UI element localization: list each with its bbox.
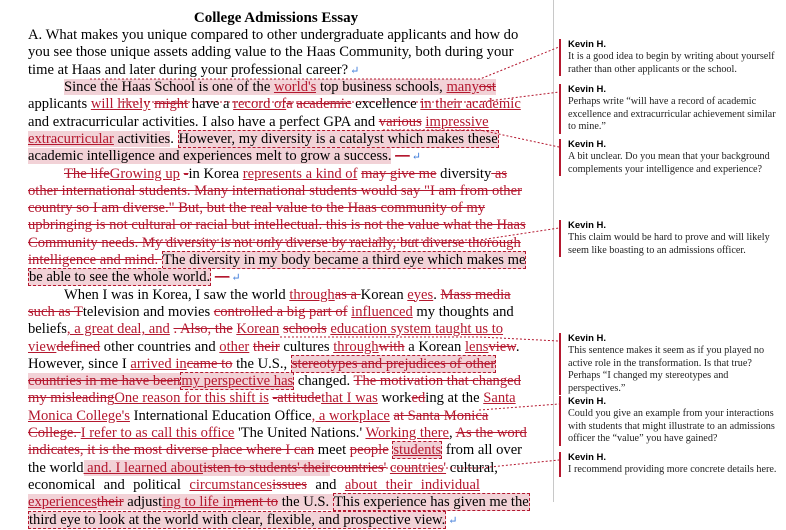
tracked-insertion: world's [273, 79, 317, 95]
body-text: cultures [279, 338, 334, 355]
tracked-insertion: will likely [90, 96, 151, 113]
tracked-deletion: stereotypes and prejudices of other [291, 355, 496, 372]
tracked-deletion: as [491, 165, 508, 182]
body-line[interactable] [28, 130, 498, 148]
tracked-deletion: College. [28, 425, 81, 441]
body-text: International Education Office [129, 407, 312, 424]
tracked-deletion: ment to [233, 494, 279, 511]
question-text: you see those unique assets adding value to the Haas Community, both during your [28, 44, 514, 61]
tracked-deletion: — [214, 269, 230, 286]
tracked-insertion: and. I learned about [83, 459, 204, 476]
body-text: economical and political [28, 476, 190, 493]
tracked-deletion: schools [282, 321, 327, 338]
body-line[interactable] [28, 338, 520, 356]
tracked-insertion: eyes [407, 286, 434, 303]
tracked-insertion: I refer to as call this office [80, 425, 235, 441]
tracked-insertion: students [393, 442, 442, 459]
body-text: top business schools, [316, 79, 447, 95]
body-text: ing at the [425, 390, 484, 407]
body-text: academic intelligence and experiences melt to grow a success. [28, 148, 392, 165]
body-line[interactable] [28, 252, 526, 269]
body-line[interactable] [28, 355, 496, 373]
tracked-deletion: country so I am diverse." But, but the real value to the Haas community of my [28, 200, 486, 217]
body-line[interactable] [28, 165, 508, 183]
tracked-insertion: many [446, 79, 479, 95]
tracked-insertion: Santa [483, 390, 516, 407]
tracked-deletion: view [488, 338, 516, 355]
body-text: the U.S. [278, 494, 333, 511]
comment-bubble[interactable] [559, 333, 781, 395]
body-line[interactable] [28, 234, 521, 252]
body-line[interactable] [28, 407, 489, 425]
body-text: beliefs [28, 321, 67, 338]
question-line [28, 27, 518, 44]
tracked-deletion: such as T [28, 303, 83, 320]
body-text: from all over [442, 442, 523, 459]
body-line[interactable] [28, 79, 496, 96]
body-line[interactable] [28, 442, 523, 459]
tracked-insertion: , a great deal, and [66, 321, 170, 338]
tracked-deletion: academic [296, 96, 352, 113]
tracked-insertion: Growing up [109, 165, 180, 182]
question-line [28, 44, 513, 61]
comment-text: It is a good idea to begin by writing about yourself rather than other applicants or the school. [568, 51, 775, 75]
body-text: When I was in Korea, I saw the world [64, 286, 290, 303]
body-text: have a [188, 96, 234, 113]
comment-bubble[interactable] [559, 139, 781, 176]
comment-text: Perhaps write “will have a record of academic excellence and extracurricular achievement similar to mine.” [568, 96, 776, 132]
tracked-deletion: . Also, the [173, 321, 233, 338]
body-text: , [449, 425, 456, 441]
body-line[interactable] [28, 303, 514, 321]
tracked-deletion: issues [272, 476, 307, 493]
comment-text: This sentence makes it seem as if you played no active role in the transformation. Is that true? Perhaps “I changed my stereotypes and perspectives.” [568, 345, 765, 394]
body-text: other countries and [100, 338, 220, 355]
tracked-insertion: lens [464, 338, 489, 355]
tracked-deletion: came to [186, 355, 233, 372]
tracked-deletion: may give me [361, 165, 437, 182]
return-arrow-icon: ↵ [231, 272, 241, 285]
tracked-deletion: The life [64, 165, 110, 182]
tracked-insertion: influenced [351, 303, 413, 320]
body-text: . [170, 130, 178, 147]
tracked-deletion: at Santa Monica [393, 407, 489, 424]
tracked-deletion: a [286, 96, 293, 113]
body-text: This experience has given me the [333, 494, 529, 511]
body-text: and extracurricular activities. I also have a perfect GPA and [28, 113, 379, 130]
tracked-deletion: intelligence and mind. [28, 252, 162, 268]
comment-bubble[interactable] [559, 452, 781, 477]
body-text: be able to see the whole world. [29, 269, 211, 286]
page-title: College Admissions Essay [193, 10, 359, 26]
body-text: activities [113, 130, 171, 147]
comment-bubble[interactable] [559, 220, 781, 257]
body-line[interactable] [28, 96, 521, 113]
tracked-insertion: through [333, 338, 379, 355]
body-text: meet [314, 442, 350, 459]
tracked-insertion: ing to life in [162, 494, 234, 511]
tracked-insertion: Working there [365, 425, 449, 441]
tracked-deletion: Mass media [440, 286, 511, 303]
body-line[interactable] [28, 148, 421, 166]
comment-author: Kevin H. [568, 139, 607, 150]
tracked-deletion: Community needs. My diversity is not only diverse by racially, but diverse thorough [28, 234, 521, 251]
body-text: excellence [351, 96, 421, 113]
tracked-deletion: isten to students' their [203, 459, 331, 476]
tracked-insertion: impressive [425, 113, 489, 130]
body-text: adjust [123, 494, 163, 511]
body-line[interactable] [28, 425, 527, 442]
tracked-insertion: my perspective has [181, 373, 294, 390]
tracked-insertion: other [219, 338, 250, 355]
body-text: . [515, 338, 520, 355]
comment-text: A bit unclear. Do you mean that your background complements your intelligence and experience? [568, 151, 770, 175]
body-text: work [377, 390, 412, 407]
return-arrow-icon: ↵ [350, 64, 360, 77]
comment-bubble[interactable] [559, 84, 781, 134]
tracked-deletion: The motivation that changed [353, 373, 521, 390]
body-text: cultural, [446, 459, 498, 476]
body-text: the U.S., [232, 355, 291, 372]
return-arrow-icon: ↵ [448, 514, 458, 527]
body-text: my thoughts and [412, 303, 514, 320]
tracked-deletion: As the word [455, 425, 527, 441]
tracked-insertion: record of [233, 96, 287, 113]
tracked-deletion: their [252, 338, 280, 355]
body-text: a Korean [404, 338, 465, 355]
body-line[interactable] [28, 217, 526, 234]
tracked-deletion: various [378, 113, 422, 130]
comment-bubble[interactable] [559, 39, 781, 76]
body-line[interactable] [28, 321, 504, 338]
tracked-insertion: , a workplace [311, 407, 390, 424]
body-line[interactable] [28, 113, 489, 131]
body-line[interactable] [28, 494, 529, 511]
body-text: However, my diversity is a catalyst which makes these [178, 130, 498, 147]
tracked-deletion: people [349, 442, 389, 459]
tracked-insertion: Korean [236, 321, 280, 338]
body-line[interactable] [28, 182, 522, 200]
tracked-insertion: education system taught us to [330, 321, 504, 338]
tracked-deletion: defined [56, 338, 101, 355]
question-text: A. What makes you unique compared to other undergraduate applicants and how do [28, 27, 519, 43]
body-text: applicants [28, 96, 91, 113]
body-text: television and movies [82, 303, 214, 320]
comment-author: Kevin H. [568, 333, 607, 344]
tracked-deletion: might [154, 96, 189, 113]
tracked-insertion: extracurricular [28, 130, 114, 147]
tracked-deletion: indicates, it is the most diverse place where I [28, 442, 294, 459]
body-text: Korean [360, 286, 408, 303]
body-line[interactable] [28, 459, 498, 477]
body-line[interactable] [28, 512, 458, 530]
comment-text: Could you give an example from your interactions with students that might illustrate to an admissions officer the “value” you have gained? [568, 408, 775, 444]
tracked-deletion: can [293, 442, 315, 459]
tracked-deletion: with [378, 338, 405, 355]
body-line[interactable] [28, 269, 241, 287]
tracked-deletion: other international students. Many international students would say "I am from other [28, 182, 522, 199]
body-text: Since the Haas School is one of the [64, 79, 274, 95]
body-line[interactable] [28, 390, 516, 407]
comment-author: Kevin H. [568, 84, 607, 95]
question-line [28, 62, 359, 80]
comment-author: Kevin H. [568, 396, 607, 407]
body-text: changed. [294, 373, 354, 390]
comment-text: This claim would be hard to prove and will likely seem like boasting to an admissions officer. [568, 232, 770, 256]
body-text: The diversity in my body became a third eye which makes me [162, 252, 526, 268]
comment-bubble[interactable] [559, 396, 781, 446]
tracked-deletion: upbringing is not cultural or racial but intellectual. this is not the value what the Haas [28, 217, 526, 234]
tracked-deletion: as a [334, 286, 361, 303]
question-text: time at Haas and later during your professional career? [28, 61, 349, 78]
tracked-deletion: — [395, 148, 410, 165]
tracked-insertion: view [28, 338, 57, 355]
comment-author: Kevin H. [568, 220, 607, 231]
tracked-deletion: -attitude [272, 390, 322, 407]
body-line[interactable] [28, 373, 521, 390]
comment-author: Kevin H. [568, 39, 607, 50]
body-text: in Korea [188, 165, 243, 182]
body-line[interactable] [28, 200, 486, 217]
tracked-deletion: countries' [330, 459, 387, 476]
body-text: However, since I [28, 355, 131, 372]
tracked-insertion: arrived in [130, 355, 187, 372]
body-text: and [306, 476, 345, 493]
tracked-insertion: experiences [28, 494, 97, 511]
tracked-insertion: circumstances [189, 476, 273, 493]
body-line[interactable] [28, 286, 511, 304]
comment-text: I recommend providing more concrete details here. [568, 464, 777, 475]
tracked-insertion: countries' [389, 459, 447, 476]
tracked-deletion: ost [478, 79, 496, 95]
tracked-insertion: that I was [321, 390, 378, 407]
body-text: the world [28, 459, 84, 476]
tracked-deletion: - [183, 165, 189, 182]
return-arrow-icon: ↵ [411, 151, 421, 164]
tracked-deletion: ed [411, 390, 426, 407]
comment-author: Kevin H. [568, 452, 607, 463]
tracked-deletion: countries in me have been [28, 373, 181, 390]
tracked-insertion: in their academic [420, 96, 521, 113]
tracked-insertion: represents a kind of [242, 165, 358, 182]
tracked-insertion: Monica College's [28, 407, 130, 424]
tracked-insertion: One reason for this shift is [114, 390, 269, 407]
tracked-deletion: their [96, 494, 124, 511]
body-line[interactable] [28, 477, 480, 494]
tracked-deletion: my misleading [28, 390, 115, 407]
body-text: 'The United Nations.' [234, 425, 366, 441]
tracked-insertion: about their individual [344, 476, 480, 493]
tracked-deletion: controlled a big part of [213, 303, 348, 320]
body-text: third eye to look at the world with clear, flexible, and prospective view. [29, 511, 446, 528]
body-text: . [433, 286, 441, 303]
body-text: diversity [436, 165, 492, 182]
tracked-insertion: through [289, 286, 335, 303]
